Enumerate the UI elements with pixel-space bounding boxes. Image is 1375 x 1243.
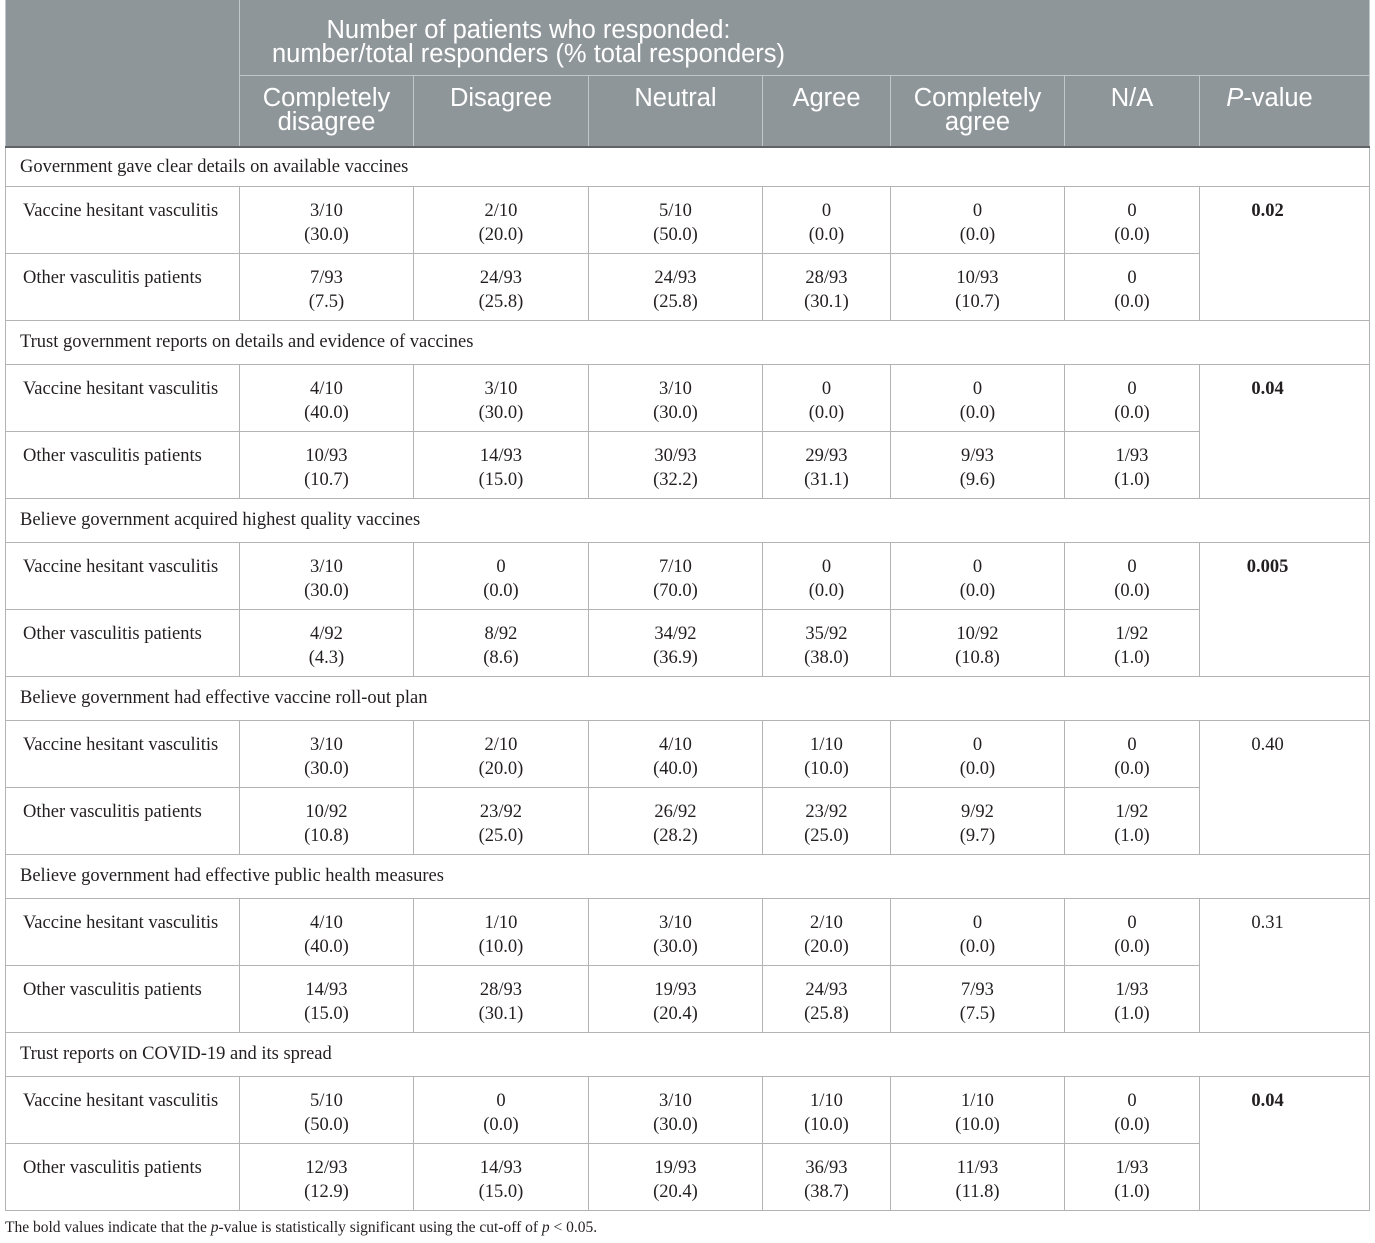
count: 10/93 xyxy=(956,267,999,288)
count: 3/10 xyxy=(659,1090,692,1111)
col-header-neutral: Neutral xyxy=(589,75,763,147)
percent: (0.0) xyxy=(483,580,519,601)
percent: (0.0) xyxy=(1114,224,1150,245)
cell-neutral xyxy=(589,787,763,854)
count: 19/93 xyxy=(654,979,697,1000)
percent: (10.0) xyxy=(955,1114,1000,1135)
p-value-suffix: -value xyxy=(1243,83,1313,112)
percent: (1.0) xyxy=(1114,647,1150,668)
group-label: Other vasculitis patients xyxy=(6,965,240,1032)
percent: (0.0) xyxy=(808,580,845,601)
table-row xyxy=(6,542,1370,609)
cell-completely-disagree xyxy=(240,431,414,498)
count: 8/92 xyxy=(484,623,518,644)
count: 28/93 xyxy=(805,267,848,288)
section-row xyxy=(6,320,1370,364)
count: 3/10 xyxy=(310,200,343,221)
count: 1/10 xyxy=(961,1090,994,1111)
count: 14/93 xyxy=(479,1157,523,1178)
footnote xyxy=(5,1218,597,1238)
count: 11/93 xyxy=(956,1157,999,1178)
percent: (0.0) xyxy=(808,402,845,423)
count: 34/92 xyxy=(654,623,697,644)
cell-disagree xyxy=(414,1143,589,1210)
p-value: 0.31 xyxy=(1200,898,1370,1032)
count: 14/93 xyxy=(305,979,348,1000)
results-table xyxy=(5,0,1370,1211)
cell-neutral xyxy=(589,609,763,676)
percent: (0.0) xyxy=(1114,936,1150,957)
section-title: Government gave clear details on available vaccines xyxy=(6,147,1370,186)
count: 1/10 xyxy=(484,912,518,933)
cell-neutral xyxy=(589,720,763,787)
percent: (20.0) xyxy=(804,936,849,957)
percent: (20.0) xyxy=(478,224,524,245)
count: 29/93 xyxy=(805,445,848,466)
percent: (40.0) xyxy=(304,936,349,957)
percent: (0.0) xyxy=(1114,291,1150,312)
count: 3/10 xyxy=(659,912,692,933)
section-row xyxy=(6,498,1370,542)
count: 0 xyxy=(1127,912,1137,933)
count: 0 xyxy=(496,1090,506,1111)
count: 4/10 xyxy=(310,378,343,399)
count: 4/10 xyxy=(659,734,692,755)
cell-completely-disagree xyxy=(240,1076,414,1143)
cell-agree xyxy=(763,186,891,253)
table-row xyxy=(6,1076,1370,1143)
count: 1/92 xyxy=(1115,801,1149,822)
header-title-line-1: Number of patients who responded: xyxy=(326,16,731,44)
count: 1/92 xyxy=(1115,623,1149,644)
section-row xyxy=(6,854,1370,898)
section-title: Believe government acquired highest quality vaccines xyxy=(6,498,1370,542)
group-label: Other vasculitis patients xyxy=(6,787,240,854)
cell-na xyxy=(1065,542,1200,609)
cell-na xyxy=(1065,720,1200,787)
table-row xyxy=(6,609,1370,676)
group-label: Other vasculitis patients xyxy=(6,609,240,676)
count: 0 xyxy=(972,378,983,399)
count: 0 xyxy=(1127,556,1137,577)
cell-completely-agree xyxy=(891,1076,1065,1143)
count: 9/93 xyxy=(961,445,994,466)
cell-agree xyxy=(763,253,891,320)
cell-na xyxy=(1065,1076,1200,1143)
percent: (28.2) xyxy=(653,825,698,846)
percent: (15.0) xyxy=(304,1003,349,1024)
percent: (70.0) xyxy=(653,580,698,601)
cell-agree xyxy=(763,609,891,676)
count: 0 xyxy=(1127,378,1137,399)
count: 2/10 xyxy=(484,200,518,221)
cell-neutral xyxy=(589,1143,763,1210)
count: 3/10 xyxy=(659,378,692,399)
count: 7/10 xyxy=(659,556,692,577)
percent: (20.0) xyxy=(478,758,524,779)
count: 14/93 xyxy=(479,445,523,466)
percent: (30.0) xyxy=(653,1114,698,1135)
count: 0 xyxy=(1127,200,1137,221)
percent: (36.9) xyxy=(653,647,698,668)
cell-agree xyxy=(763,720,891,787)
percent: (9.7) xyxy=(959,825,996,846)
cell-completely-agree xyxy=(891,431,1065,498)
cell-disagree xyxy=(414,542,589,609)
cell-na xyxy=(1065,609,1200,676)
count: 24/93 xyxy=(479,267,523,288)
count: 5/10 xyxy=(310,1090,343,1111)
percent: (10.7) xyxy=(955,291,1000,312)
cell-disagree xyxy=(414,609,589,676)
cell-disagree xyxy=(414,253,589,320)
percent: (0.0) xyxy=(959,224,996,245)
col-header-p-value xyxy=(1200,75,1370,147)
cell-completely-disagree xyxy=(240,364,414,431)
count: 0 xyxy=(821,378,832,399)
percent: (1.0) xyxy=(1114,1003,1150,1024)
header-row-top xyxy=(6,0,1370,75)
cell-completely-disagree xyxy=(240,253,414,320)
count: 2/10 xyxy=(810,912,843,933)
count: 1/10 xyxy=(810,734,843,755)
percent: (25.8) xyxy=(478,291,524,312)
cell-completely-disagree xyxy=(240,1143,414,1210)
cell-agree xyxy=(763,1143,891,1210)
section-title: Trust government reports on details and evidence of vaccines xyxy=(6,320,1370,364)
count: 1/93 xyxy=(1115,979,1149,1000)
count: 0 xyxy=(821,556,832,577)
cell-na xyxy=(1065,253,1200,320)
count: 10/92 xyxy=(956,623,999,644)
percent: (30.0) xyxy=(653,402,698,423)
col-header-disagree: Disagree xyxy=(414,75,589,147)
count: 0 xyxy=(972,734,983,755)
count: 7/93 xyxy=(310,267,343,288)
cell-neutral xyxy=(589,898,763,965)
count: 0 xyxy=(1127,267,1137,288)
table-row xyxy=(6,787,1370,854)
cell-neutral xyxy=(589,1076,763,1143)
count: 9/92 xyxy=(961,801,994,822)
percent: (38.0) xyxy=(804,647,849,668)
count: 0 xyxy=(496,556,506,577)
count: 36/93 xyxy=(805,1157,848,1178)
percent: (30.0) xyxy=(653,936,698,957)
cell-agree xyxy=(763,431,891,498)
col-header-completely-agree: Completely agree xyxy=(891,75,1065,147)
footnote-italic-p: p xyxy=(210,1219,219,1236)
cell-na xyxy=(1065,787,1200,854)
section-row xyxy=(6,676,1370,720)
cell-neutral xyxy=(589,965,763,1032)
group-label: Vaccine hesitant vasculitis xyxy=(6,186,240,253)
header-title-line-2: number/total responders (% total responders) xyxy=(271,40,786,68)
count: 0 xyxy=(972,912,983,933)
cell-neutral xyxy=(589,431,763,498)
cell-completely-disagree xyxy=(240,609,414,676)
percent: (0.0) xyxy=(1114,580,1150,601)
cell-agree xyxy=(763,364,891,431)
count: 0 xyxy=(821,200,832,221)
percent: (11.8) xyxy=(955,1181,1000,1202)
count: 0 xyxy=(972,556,983,577)
cell-completely-agree xyxy=(891,542,1065,609)
group-label: Vaccine hesitant vasculitis xyxy=(6,1076,240,1143)
cell-disagree xyxy=(414,1076,589,1143)
cell-agree xyxy=(763,1076,891,1143)
count: 19/93 xyxy=(654,1157,697,1178)
percent: (10.0) xyxy=(804,1114,849,1135)
cell-agree xyxy=(763,965,891,1032)
footnote-text: -value is statistically significant using the cut-off of xyxy=(218,1219,542,1236)
group-label: Vaccine hesitant vasculitis xyxy=(6,542,240,609)
section-title: Believe government had effective public health measures xyxy=(6,854,1370,898)
section-row xyxy=(6,1032,1370,1076)
count: 2/10 xyxy=(484,734,518,755)
cell-disagree xyxy=(414,186,589,253)
p-value: 0.02 xyxy=(1200,186,1370,320)
cell-completely-agree xyxy=(891,720,1065,787)
percent: (0.0) xyxy=(1114,1114,1150,1135)
cell-neutral xyxy=(589,364,763,431)
percent: (10.0) xyxy=(804,758,849,779)
percent: (7.5) xyxy=(308,291,345,312)
count: 4/10 xyxy=(310,912,343,933)
count: 12/93 xyxy=(305,1157,348,1178)
group-label: Vaccine hesitant vasculitis xyxy=(6,720,240,787)
col-header-agree: Agree xyxy=(763,75,891,147)
cell-agree xyxy=(763,898,891,965)
p-italic: P xyxy=(1226,83,1244,112)
percent: (0.0) xyxy=(483,1114,519,1135)
percent: (25.0) xyxy=(804,825,849,846)
table-row xyxy=(6,1143,1370,1210)
cell-completely-agree xyxy=(891,609,1065,676)
cell-completely-disagree xyxy=(240,186,414,253)
col-header-na: N/A xyxy=(1065,75,1200,147)
percent: (8.6) xyxy=(483,647,519,668)
count: 3/10 xyxy=(484,378,518,399)
cell-disagree xyxy=(414,364,589,431)
cell-completely-agree xyxy=(891,898,1065,965)
count: 26/92 xyxy=(654,801,697,822)
percent: (30.0) xyxy=(304,580,349,601)
cell-completely-disagree xyxy=(240,787,414,854)
section-title: Believe government had effective vaccine roll-out plan xyxy=(6,676,1370,720)
cell-completely-disagree xyxy=(240,898,414,965)
count: 24/93 xyxy=(805,979,848,1000)
cell-completely-agree xyxy=(891,253,1065,320)
cell-completely-disagree xyxy=(240,542,414,609)
percent: (30.0) xyxy=(304,224,349,245)
count: 35/92 xyxy=(805,623,848,644)
percent: (30.1) xyxy=(478,1003,524,1024)
percent: (0.0) xyxy=(959,580,996,601)
percent: (25.8) xyxy=(804,1003,849,1024)
count: 1/10 xyxy=(810,1090,843,1111)
cell-na xyxy=(1065,186,1200,253)
table-row xyxy=(6,965,1370,1032)
cell-disagree xyxy=(414,720,589,787)
footnote-text: The bold values indicate that the xyxy=(5,1219,211,1236)
percent: (0.0) xyxy=(959,402,996,423)
percent: (31.1) xyxy=(804,469,849,490)
group-label: Other vasculitis patients xyxy=(6,1143,240,1210)
count: 3/10 xyxy=(310,556,343,577)
cell-na xyxy=(1065,364,1200,431)
count: 0 xyxy=(1127,734,1137,755)
group-label: Vaccine hesitant vasculitis xyxy=(6,898,240,965)
percent: (1.0) xyxy=(1114,1181,1150,1202)
count: 23/92 xyxy=(805,801,848,822)
cell-neutral xyxy=(589,542,763,609)
table-row xyxy=(6,898,1370,965)
percent: (0.0) xyxy=(808,224,845,245)
percent: (32.2) xyxy=(653,469,698,490)
percent: (10.8) xyxy=(304,825,349,846)
count: 3/10 xyxy=(310,734,343,755)
cell-disagree xyxy=(414,431,589,498)
cell-completely-agree xyxy=(891,787,1065,854)
percent: (25.0) xyxy=(478,825,524,846)
percent: (40.0) xyxy=(653,758,698,779)
count: 10/93 xyxy=(305,445,348,466)
percent: (0.0) xyxy=(1114,758,1150,779)
p-value: 0.40 xyxy=(1200,720,1370,854)
count: 4/92 xyxy=(310,623,343,644)
cell-completely-agree xyxy=(891,186,1065,253)
cell-disagree xyxy=(414,787,589,854)
percent: (15.0) xyxy=(478,469,524,490)
col-header-completely-disagree: Completely disagree xyxy=(240,75,414,147)
percent: (50.0) xyxy=(653,224,698,245)
table-row xyxy=(6,720,1370,787)
percent: (38.7) xyxy=(804,1181,849,1202)
cell-completely-disagree xyxy=(240,965,414,1032)
count: 7/93 xyxy=(961,979,994,1000)
percent: (30.0) xyxy=(304,758,349,779)
count: 30/93 xyxy=(654,445,697,466)
percent: (20.4) xyxy=(653,1181,698,1202)
percent: (9.6) xyxy=(959,469,996,490)
cell-completely-agree xyxy=(891,1143,1065,1210)
percent: (10.0) xyxy=(478,936,524,957)
group-label: Other vasculitis patients xyxy=(6,253,240,320)
percent: (1.0) xyxy=(1114,469,1150,490)
cell-na xyxy=(1065,431,1200,498)
percent: (25.8) xyxy=(653,291,698,312)
cell-na xyxy=(1065,1143,1200,1210)
table-row xyxy=(6,364,1370,431)
cell-agree xyxy=(763,542,891,609)
p-value: 0.005 xyxy=(1200,542,1370,676)
cell-neutral xyxy=(589,186,763,253)
percent: (1.0) xyxy=(1114,825,1150,846)
count: 1/93 xyxy=(1115,445,1149,466)
group-label: Vaccine hesitant vasculitis xyxy=(6,364,240,431)
count: 1/93 xyxy=(1115,1157,1149,1178)
count: 28/93 xyxy=(479,979,523,1000)
p-value: 0.04 xyxy=(1200,1076,1370,1210)
group-label: Other vasculitis patients xyxy=(6,431,240,498)
cell-completely-agree xyxy=(891,364,1065,431)
p-value: 0.04 xyxy=(1200,364,1370,498)
percent: (10.7) xyxy=(304,469,349,490)
count: 24/93 xyxy=(654,267,697,288)
footnote-italic-p: p xyxy=(541,1219,550,1236)
percent: (7.5) xyxy=(959,1003,996,1024)
percent: (0.0) xyxy=(1114,402,1150,423)
percent: (4.3) xyxy=(308,647,345,668)
count: 5/10 xyxy=(659,200,692,221)
cell-neutral xyxy=(589,253,763,320)
cell-na xyxy=(1065,965,1200,1032)
header-group-title xyxy=(240,0,1370,75)
percent: (15.0) xyxy=(478,1181,524,1202)
count: 0 xyxy=(1127,1090,1137,1111)
count: 23/92 xyxy=(479,801,523,822)
cell-agree xyxy=(763,787,891,854)
cell-completely-disagree xyxy=(240,720,414,787)
cell-completely-agree xyxy=(891,965,1065,1032)
percent: (10.8) xyxy=(955,647,1000,668)
count: 0 xyxy=(972,200,983,221)
percent: (30.1) xyxy=(804,291,849,312)
percent: (12.9) xyxy=(304,1181,349,1202)
table-row xyxy=(6,186,1370,253)
percent: (0.0) xyxy=(959,936,996,957)
header-corner xyxy=(6,0,240,147)
percent: (50.0) xyxy=(304,1114,349,1135)
table-row xyxy=(6,431,1370,498)
cell-disagree xyxy=(414,898,589,965)
percent: (40.0) xyxy=(304,402,349,423)
footnote-text: < 0.05. xyxy=(549,1219,598,1236)
section-row xyxy=(6,147,1370,186)
cell-na xyxy=(1065,898,1200,965)
section-title: Trust reports on COVID-19 and its spread xyxy=(6,1032,1370,1076)
percent: (20.4) xyxy=(653,1003,698,1024)
count: 10/92 xyxy=(305,801,348,822)
table-row xyxy=(6,253,1370,320)
percent: (0.0) xyxy=(959,758,996,779)
cell-disagree xyxy=(414,965,589,1032)
percent: (30.0) xyxy=(478,402,524,423)
